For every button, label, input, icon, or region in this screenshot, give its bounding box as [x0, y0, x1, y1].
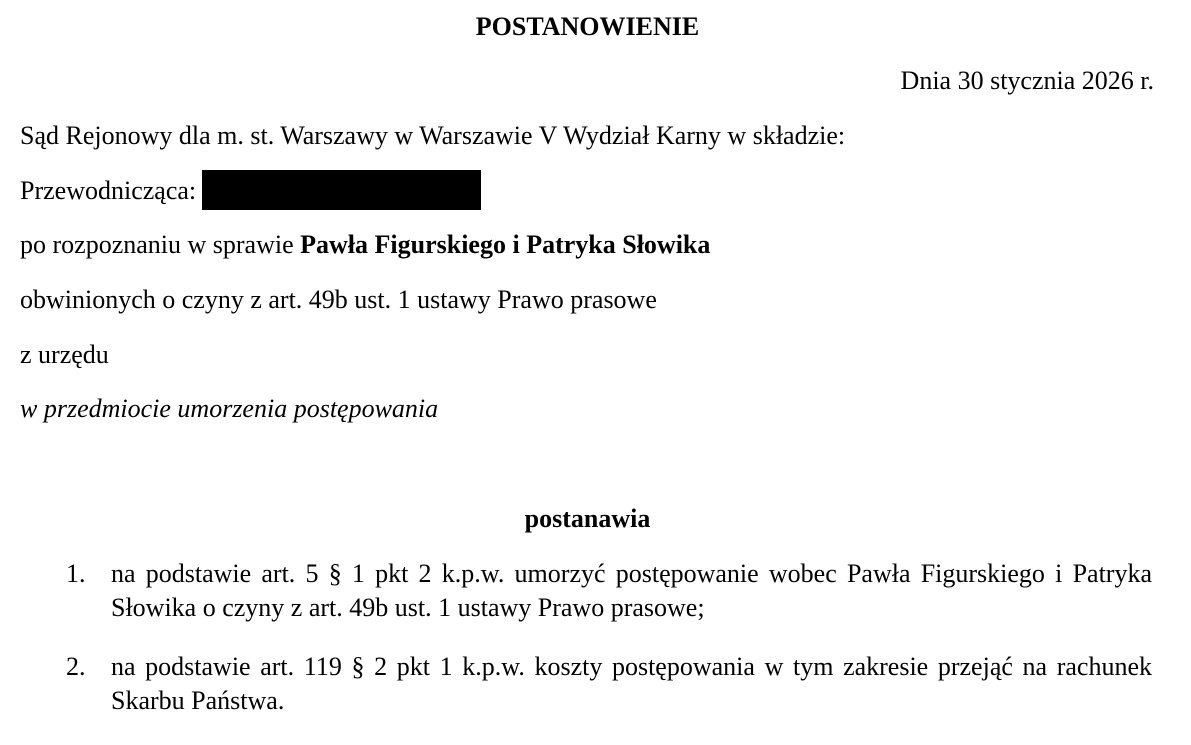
- decides-heading: postanawia: [524, 504, 651, 533]
- decision-item: [66, 650, 1152, 718]
- redacted-name-block: [202, 170, 481, 210]
- chair-line: [20, 173, 481, 213]
- decision-item-number: 2.: [66, 652, 86, 681]
- matter-prefix: po rozpoznaniu w sprawie: [20, 230, 301, 259]
- matter-parties: Pawła Figurskiego i Patryka Słowika: [300, 230, 711, 259]
- chair-label: Przewodnicząca:: [20, 175, 197, 205]
- decision-item-text: na podstawie art. 119 § 2 pkt 1 k.p.w. koszty postępowania w tym zakresie przejąć na rachunek Skarbu Państwa.: [111, 652, 1152, 715]
- document-date: Dnia 30 stycznia 2026 r.: [900, 66, 1154, 95]
- decision-item: [66, 557, 1152, 625]
- mode-line: z urzędu: [20, 340, 109, 369]
- decision-item-text: na podstawie art. 5 § 1 pkt 2 k.p.w. umorzyć postępowanie wobec Pawła Figurskiego i Patryka Słowika o czyny z art. 49b ust. 1 ustawy Prawo prasowe;: [111, 559, 1152, 622]
- subject-line: w przedmiocie umorzenia postępowania: [20, 394, 439, 423]
- charges-line: obwinionych o czyny z art. 49b ust. 1 ustawy Prawo prasowe: [20, 285, 657, 314]
- decision-item-number: 1.: [66, 559, 86, 588]
- court-line: Sąd Rejonowy dla m. st. Warszawy w Warszawie V Wydział Karny w składzie:: [20, 121, 846, 150]
- document-title: POSTANOWIENIE: [475, 12, 700, 41]
- matter-line: [20, 228, 710, 262]
